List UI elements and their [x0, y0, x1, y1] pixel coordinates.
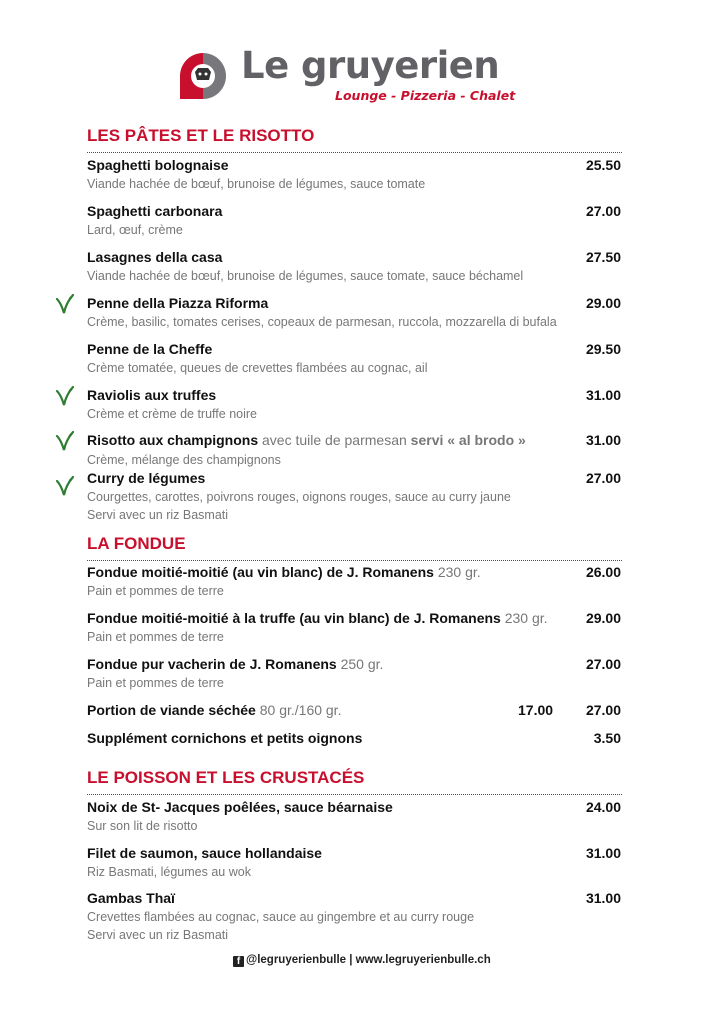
menu-item-name: [87, 564, 481, 580]
menu-item-name: Raviolis aux truffes: [87, 387, 217, 403]
menu-item-name: [87, 702, 341, 718]
menu-item-description-2: Servi avec un riz Basmati: [87, 928, 229, 942]
website-link[interactable]: www.legruyerienbulle.ch: [355, 954, 491, 966]
menu-item-price: 29.50: [585, 341, 621, 357]
menu-item-description: Viande hachée de bœuf, brunoise de légumes, sauce tomate, sauce béchamel: [87, 269, 524, 283]
menu-item-extra-bold: servi « al brodo »: [410, 432, 526, 448]
menu-item-price: 25.50: [585, 157, 621, 173]
leaf-v-icon: [55, 293, 75, 315]
section-title-poisson: LE POISSON ET LES CRUSTACÉS: [87, 768, 365, 787]
menu-item-price-small: 17.00: [518, 702, 554, 718]
menu-item-name-text: Fondue pur vacherin de J. Romanens: [87, 656, 337, 672]
logo-name: Le gruyerien: [241, 44, 500, 87]
menu-item-extra: avec tuile de parmesan: [262, 432, 407, 448]
menu-item-price: 29.00: [585, 610, 621, 626]
menu-item-extra: 250 gr.: [340, 656, 384, 672]
menu-item-price: 31.00: [585, 432, 621, 448]
section-title-fondue: LA FONDUE: [87, 534, 186, 553]
menu-item-name: Supplément cornichons et petits oignons: [87, 730, 363, 746]
menu-item-extra: 230 gr.: [437, 564, 481, 580]
menu-item-name: Gambas Thaï: [87, 890, 175, 906]
menu-item-name-text: Fondue moitié-moitié (au vin blanc) de J. Romanens: [87, 564, 434, 580]
menu-item-description: Riz Basmati, légumes au wok: [87, 865, 251, 879]
footer: [233, 954, 491, 967]
menu-item-price: 31.00: [585, 890, 621, 906]
menu-item-name: Filet de saumon, sauce hollandaise: [87, 845, 322, 861]
leaf-v-icon: [55, 475, 75, 497]
menu-item-description: Pain et pommes de terre: [87, 584, 224, 598]
menu-item-price: 27.00: [585, 203, 621, 219]
menu-item-name: Spaghetti bolognaise: [87, 157, 229, 173]
menu-item-name: Penne della Piazza Riforma: [87, 295, 269, 311]
menu-item-price: 27.00: [585, 702, 621, 718]
leaf-v-icon: [55, 385, 75, 407]
menu-item-price: 3.50: [593, 730, 621, 746]
menu-item-extra: 230 gr.: [504, 610, 548, 626]
menu-item-description: Crevettes flambées au cognac, sauce au gingembre et au curry rouge: [87, 910, 475, 924]
menu-item-extra: 80 gr./160 gr.: [259, 702, 342, 718]
section-divider: [87, 152, 622, 153]
menu-item-name: Lasagnes della casa: [87, 249, 223, 265]
menu-item-name: Noix de St- Jacques poêlées, sauce béarnaise: [87, 799, 393, 815]
menu-item-name-text: Portion de viande séchée: [87, 702, 256, 718]
menu-item-description: Sur son lit de risotto: [87, 819, 198, 833]
menu-item-description: Crème, mélange des champignons: [87, 453, 281, 467]
menu-item-price: 31.00: [585, 845, 621, 861]
menu-item-name: Spaghetti carbonara: [87, 203, 223, 219]
menu-item-price: 31.00: [585, 387, 621, 403]
menu-item-price: 27.00: [585, 656, 621, 672]
menu-item-description: Pain et pommes de terre: [87, 676, 224, 690]
menu-item-name: [87, 656, 383, 672]
menu-item-description: Viande hachée de bœuf, brunoise de légumes, sauce tomate: [87, 177, 426, 191]
leaf-v-icon: [55, 430, 75, 452]
section-divider: [87, 794, 622, 795]
menu-item-description: Crème, basilic, tomates cerises, copeaux de parmesan, ruccola, mozzarella di bufala: [87, 315, 557, 329]
logo-tagline: Lounge - Pizzeria - Chalet: [335, 88, 516, 103]
menu-item-description: Crème et crème de truffe noire: [87, 407, 257, 421]
menu-item-description: Pain et pommes de terre: [87, 630, 224, 644]
menu-item-name-text: Fondue moitié-moitié à la truffe (au vin blanc) de J. Romanens: [87, 610, 501, 626]
logo: [177, 46, 537, 106]
section-divider: [87, 560, 622, 561]
menu-item-name: [87, 610, 548, 626]
menu-item-name: [87, 432, 526, 448]
menu-item-description-2: Servi avec un riz Basmati: [87, 508, 229, 522]
menu-item-description: Lard, œuf, crème: [87, 223, 183, 237]
menu-item-description: Crème tomatée, queues de crevettes flambées au cognac, ail: [87, 361, 428, 375]
facebook-icon[interactable]: f: [233, 956, 244, 967]
menu-item-price: 26.00: [585, 564, 621, 580]
menu-item-price: 29.00: [585, 295, 621, 311]
logo-emblem-icon: [177, 50, 229, 102]
facebook-link[interactable]: @legruyerienbulle: [246, 954, 347, 966]
menu-item-price: 27.00: [585, 470, 621, 486]
menu-item-description: Courgettes, carottes, poivrons rouges, oignons rouges, sauce au curry jaune: [87, 490, 511, 504]
menu-item-name-text: Risotto aux champignons: [87, 432, 259, 448]
menu-item-name: Penne de la Cheffe: [87, 341, 213, 357]
footer-separator: |: [349, 954, 353, 966]
menu-item-name: Curry de légumes: [87, 470, 206, 486]
menu-item-price: 24.00: [585, 799, 621, 815]
section-title-pates: LES PÂTES ET LE RISOTTO: [87, 126, 315, 145]
menu-item-price: 27.50: [585, 249, 621, 265]
